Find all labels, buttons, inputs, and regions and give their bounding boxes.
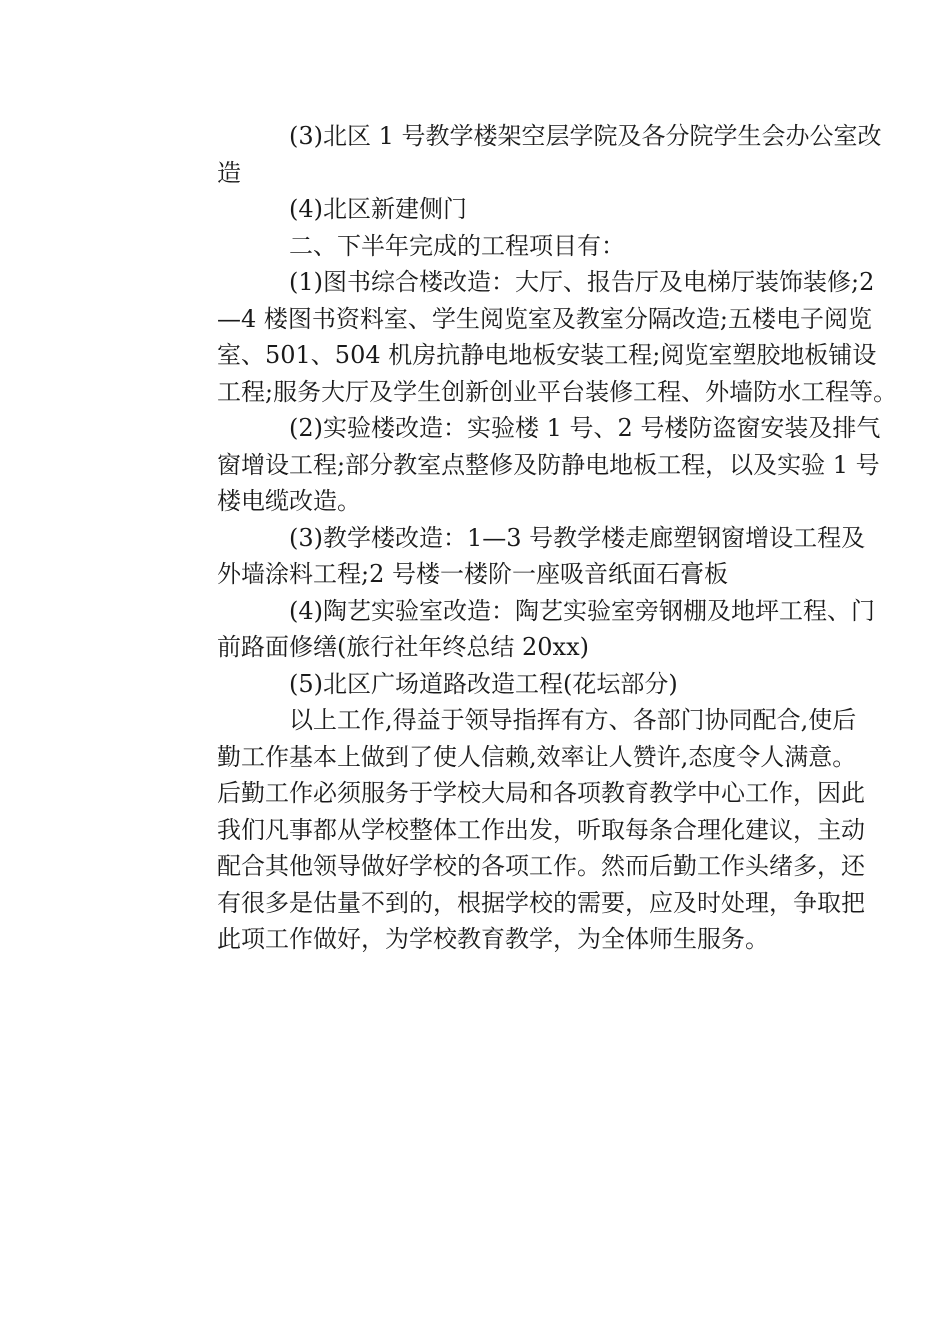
text-line: —4 楼图书资料室、学生阅览室及教室分隔改造;五楼电子阅览: [217, 304, 872, 333]
text-line: 有很多是估量不到的，根据学校的需要，应及时处理，争取把: [217, 888, 865, 917]
paragraph-item-3-teaching-building: [145, 520, 866, 593]
text-line: 室、501、504 机房抗静电地板安装工程;阅览室塑胶地板铺设: [217, 341, 877, 369]
text-line: (3)教学楼改造：1—3 号教学楼走廊塑钢窗增设工程及: [289, 523, 866, 552]
text-line: 前路面修缮(旅行社年终总结 20xx): [217, 633, 589, 661]
paragraph-item-4-north-side-gate: [145, 191, 825, 228]
paragraph-item-1-library-renovation: [145, 264, 898, 410]
text-line: 此项工作做好，为学校教育教学，为全体师生服务。: [217, 925, 769, 953]
text-line: (5)北区广场道路改造工程(花坛部分): [289, 669, 678, 698]
text-line: 工程;服务大厅及学生创新创业平台装修工程、外墙防水工程等。: [217, 377, 898, 406]
paragraph-summary: [145, 702, 865, 958]
text-line: 窗增设工程;部分教室点整修及防静电地板工程，以及实验 1 号: [217, 450, 880, 479]
text-line: (1)图书综合楼改造：大厅、报告厅及电梯厅装饰装修;2: [289, 268, 875, 296]
text-line: (4)陶艺实验室改造：陶艺实验室旁钢棚及地坪工程、门: [289, 596, 875, 625]
section-heading-second-half: [145, 228, 825, 265]
paragraph-item-5-north-plaza: [145, 666, 825, 703]
text-line: 我们凡事都从学校整体工作出发，听取每条合理化建议，主动: [217, 815, 865, 844]
text-line: 二、下半年完成的工程项目有：: [289, 231, 625, 260]
text-line: 造: [217, 158, 241, 187]
text-line: (2)实验楼改造：实验楼 1 号、2 号楼防盗窗安装及排气: [289, 414, 881, 442]
text-line: 楼电缆改造。: [217, 487, 361, 515]
text-line: 后勤工作必须服务于学校大局和各项教育教学中心工作，因此: [217, 779, 865, 807]
text-line: 外墙涂料工程;2 号楼一楼阶一座吸音纸面石膏板: [217, 560, 728, 588]
paragraph-item-3-north-teaching-building: [145, 118, 882, 191]
paragraph-item-2-lab-building: [145, 410, 881, 520]
document-body: [145, 118, 898, 958]
text-line: (4)北区新建侧门: [289, 195, 467, 223]
text-line: 勤工作基本上做到了使人信赖,效率让人赞许,态度令人满意。: [217, 742, 857, 771]
text-line: 配合其他领导做好学校的各项工作。然而后勤工作头绪多，还: [217, 852, 865, 880]
text-line: 以上工作,得益于领导指挥有方、各部门协同配合,使后: [289, 706, 857, 734]
text-line: (3)北区 1 号教学楼架空层学院及各分院学生会办公室改: [289, 122, 882, 150]
paragraph-item-4-ceramics-lab: [145, 593, 875, 666]
